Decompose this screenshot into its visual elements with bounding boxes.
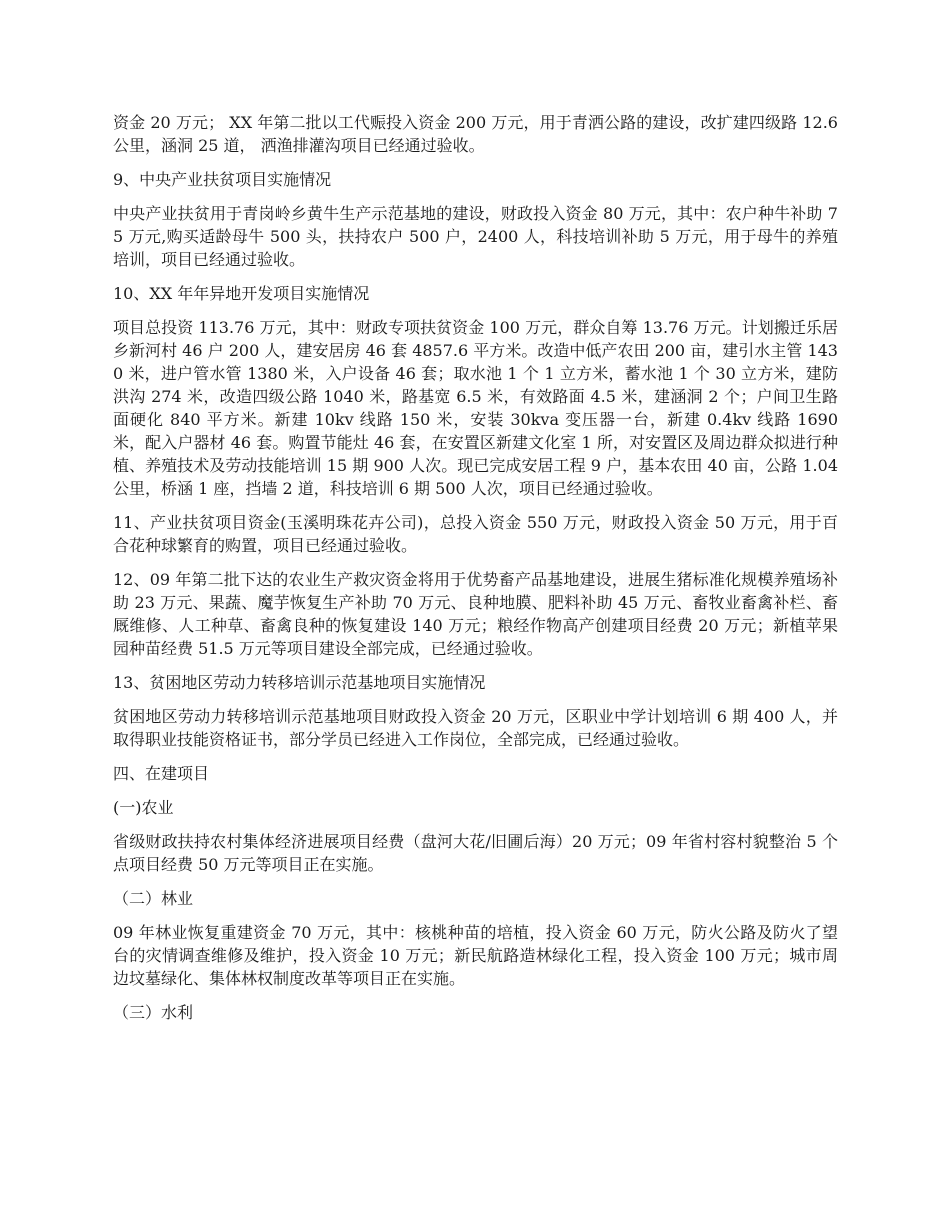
- subheading-water-conservancy: （三）水利: [113, 1003, 194, 1022]
- heading-item-13: 13、贫困地区劳动力转移培训示范基地项目实施情况: [113, 673, 486, 692]
- document-page: [113, 111, 838, 1035]
- subheading-agriculture: (一)农业: [113, 798, 174, 817]
- paragraph-agriculture: 省级财政扶持农村集体经济进展项目经费（盘河大花/旧圃后海）20 万元；09 年省村容村貌整治 5 个点项目经费 50 万元等项目正在实施。: [113, 832, 838, 874]
- paragraph-item-10: 项目总投资 113.76 万元，其中：财政专项扶贫资金 100 万元，群众自筹 13.76 万元。计划搬迁乐居乡新河村 46 户 200 人，建安居房 46 套 4857.6 平方米。改造中低产农田 200 亩，建引水主管 1430 米，进户管水管 1380 米，入户设备 46 套；取水池 1 个 1 立方米，蓄水池 1 个 30 立方米，建防洪沟 274 米，改造四级公路 1040 米，路基宽 6.5 米，有效路面 4.5 米，建涵洞 2 个；户间卫生路面硬化 840 平方米。新建 10kv 线路 150 米，安装 30kva 变压器一台，新建 0.4kv 线路 1690 米，配入户器材 46 套。购置节能灶 46 套，在安置区新建文化室 1 所，对安置区及周边群众拟进行种植、养殖技术及劳动技能培训 15 期 900 人次。现已完成安居工程 9 户，基本农田 40 亩，公路 1.04 公里，桥涵 1 座，挡墙 2 道，科技培训 6 期 500 人次，项目已经通过验收。: [113, 318, 838, 498]
- section-heading-projects-under-construction: 四、在建项目: [113, 764, 210, 783]
- paragraph-item-12: 12、09 年第二批下达的农业生产救灾资金将用于优势畜产品基地建设，进展生猪标准化规模养殖场补助 23 万元、果蔬、魔芋恢复生产补助 70 万元、良种地膜、肥料补助 45 万元、畜牧业畜禽补栏、畜厩维修、人工种草、畜禽良种的恢复建设 140 万元；粮经作物高产创建项目经费 20 万元；新植苹果园种苗经费 51.5 万元等项目建设全部完成，已经通过验收。: [113, 570, 838, 658]
- subheading-forestry: （二）林业: [113, 889, 194, 908]
- paragraph-funds-continuation: 资金 20 万元； XX 年第二批以工代赈投入资金 200 万元，用于青洒公路的建设，改扩建四级路 12.6 公里，涵洞 25 道， 洒渔排灌沟项目已经通过验收。: [113, 113, 838, 155]
- heading-item-9: 9、中央产业扶贫项目实施情况: [113, 170, 332, 189]
- heading-item-10: 10、XX 年年异地开发项目实施情况: [113, 284, 370, 303]
- paragraph-item-13: 贫困地区劳动力转移培训示范基地项目财政投入资金 20 万元，区职业中学计划培训 6 期 400 人，并取得职业技能资格证书，部分学员已经进入工作岗位，全部完成，已经通过验收。: [113, 707, 838, 749]
- paragraph-item-11: 11、产业扶贫项目资金(玉溪明珠花卉公司)，总投入资金 550 万元，财政投入资金 50 万元，用于百合花种球繁育的购置，项目已经通过验收。: [113, 513, 838, 555]
- paragraph-item-9: 中央产业扶贫用于青岗岭乡黄牛生产示范基地的建设，财政投入资金 80 万元，其中：农户种牛补助 75 万元,购买适龄母牛 500 头，扶持农户 500 户，2400 人，科技培训补助 5 万元，用于母牛的养殖培训，项目已经通过验收。: [113, 204, 838, 269]
- paragraph-forestry: 09 年林业恢复重建资金 70 万元，其中：核桃种苗的培植，投入资金 60 万元，防火公路及防火了望台的灾情调查维修及维护，投入资金 10 万元；新民航路造林绿化工程，投入资金 100 万元；城市周边坟墓绿化、集体林权制度改革等项目正在实施。: [113, 923, 838, 988]
